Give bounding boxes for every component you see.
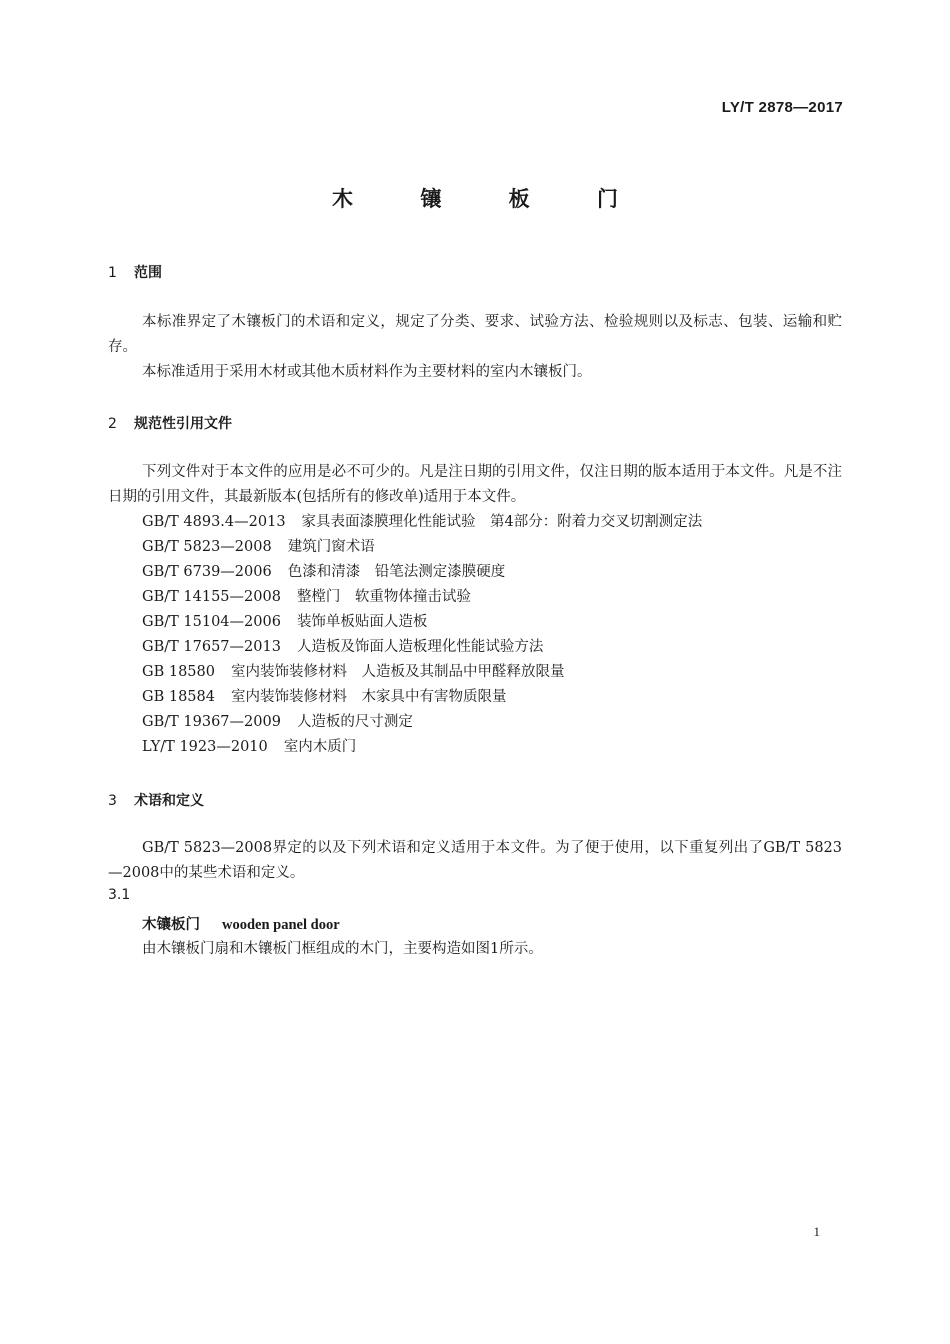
- reference-code: GB/T 5823—2008: [142, 539, 272, 555]
- page-number: 1: [813, 1224, 820, 1239]
- section-number: 1: [108, 265, 117, 281]
- reference-code: GB/T 6739—2006: [142, 564, 272, 580]
- reference-code: GB/T 14155—2008: [142, 589, 281, 605]
- term-chinese: 木镶板门: [142, 917, 200, 933]
- scope-paragraph-2: 本标准适用于采用木材或其他木质材料作为主要材料的室内木镶板门。: [142, 364, 592, 380]
- section-heading-scope: [108, 262, 162, 282]
- reference-title: 室内装饰装修材料 木家具中有害物质限量: [230, 689, 507, 705]
- term-entry: [142, 913, 340, 934]
- reference-title: 整樘门 软重物体撞击试验: [296, 589, 471, 605]
- reference-item: [142, 710, 413, 735]
- normative-intro: 下列文件对于本文件的应用是必不可少的。凡是注日期的引用文件，仅注日期的版本适用于本文件。凡是不注日期的引用文件，其最新版本(包括所有的修改单)适用于本文件。: [108, 464, 842, 505]
- term-definition: 由木镶板门扇和木镶板门框组成的木门，主要构造如图1所示。: [142, 941, 543, 957]
- terms-intro: GB/T 5823—2008界定的以及下列术语和定义适用于本文件。为了便于使用，以下重复列出了GB/T 5823—2008中的某些术语和定义。: [108, 840, 842, 881]
- section-heading-terms: [108, 790, 204, 810]
- reference-item: [142, 635, 543, 660]
- reference-item: [142, 510, 702, 535]
- reference-title: 人造板及饰面人造板理化性能试验方法: [296, 639, 544, 655]
- reference-code: GB 18584: [142, 689, 215, 705]
- reference-item: [142, 735, 356, 760]
- reference-code: GB/T 19367—2009: [142, 714, 281, 730]
- section-title: 术语和定义: [134, 793, 204, 809]
- reference-title: 室内装饰装修材料 人造板及其制品中甲醛释放限量: [230, 664, 565, 680]
- reference-code: GB 18580: [142, 664, 215, 680]
- reference-item: [142, 685, 506, 710]
- reference-code: LY/T 1923—2010: [142, 739, 268, 755]
- reference-code: GB/T 15104—2006: [142, 614, 281, 630]
- reference-title: 建筑门窗术语: [287, 539, 375, 555]
- document-title: 木 镶 板 门: [332, 187, 648, 211]
- reference-item: [142, 610, 427, 635]
- clause-number: 3.1: [108, 887, 131, 903]
- reference-item: [142, 560, 505, 585]
- reference-title: 人造板的尺寸测定: [296, 714, 413, 730]
- reference-item: [142, 535, 375, 560]
- reference-title: 色漆和清漆 铅笔法测定漆膜硬度: [287, 564, 506, 580]
- term-english: wooden panel door: [222, 917, 340, 933]
- scope-paragraph-1: 本标准界定了木镶板门的术语和定义，规定了分类、要求、试验方法、检验规则以及标志、包装、运输和贮存。: [108, 314, 842, 355]
- reference-code: GB/T 17657—2013: [142, 639, 281, 655]
- section-number: 2: [108, 416, 117, 432]
- reference-item: [142, 660, 564, 685]
- reference-title: 装饰单板贴面人造板: [296, 614, 428, 630]
- section-title: 规范性引用文件: [134, 416, 232, 432]
- reference-code: GB/T 4893.4—2013: [142, 514, 286, 530]
- standard-code: LY/T 2878—2017: [721, 99, 843, 116]
- section-number: 3: [108, 793, 117, 809]
- section-title: 范围: [134, 265, 162, 281]
- reference-item: [142, 585, 471, 610]
- reference-title: 室内木质门: [283, 739, 357, 755]
- section-heading-normative: [108, 413, 232, 433]
- reference-title: 家具表面漆膜理化性能试验 第4部分：附着力交叉切割测定法: [301, 514, 703, 530]
